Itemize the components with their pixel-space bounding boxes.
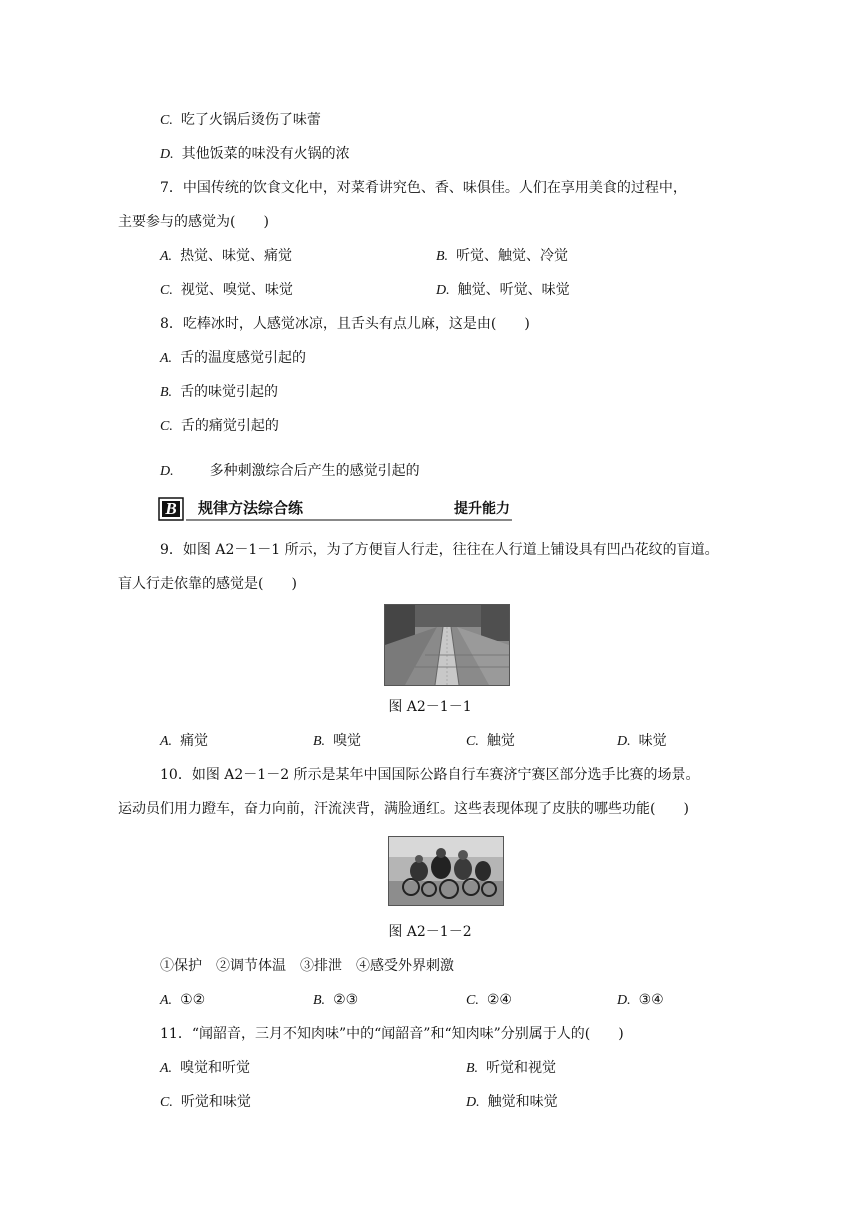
figure-cycling-race-photo (388, 836, 504, 906)
q7-option-c: C. 视觉、嗅觉、味觉 (160, 282, 293, 298)
q10-items: ①保护 ②调节体温 ③排泄 ④感受外界刺激 (160, 958, 454, 974)
q10-option-d: D. ③④ (617, 992, 664, 1008)
q8-option-b: B. 舌的味觉引起的 (160, 384, 279, 400)
q9-stem-line2: 盲人行走依靠的感觉是( ) (118, 576, 297, 592)
q11-option-b: B. 听觉和视觉 (466, 1060, 557, 1076)
q6-option-d: D. 其他饭菜的味没有火锅的浓 (160, 146, 350, 162)
q10-stem-line2: 运动员们用力蹬车，奋力向前，汗流浃背，满脸通红。这些表现体现了皮肤的哪些功能( ) (118, 801, 689, 817)
q9-option-d: D. 味觉 (617, 733, 667, 749)
q10-stem-line1: 10．如图 A2－1－2 所示是某年中国国际公路自行车赛济宁赛区部分选手比赛的场景。 (160, 767, 700, 783)
q8-stem: 8．吃棒冰时，人感觉冰凉，且舌头有点儿麻，这是由( ) (160, 316, 530, 332)
q11-option-a: A. 嗅觉和听觉 (160, 1060, 251, 1076)
section-header (158, 496, 512, 522)
q11-option-d: D. 触觉和味觉 (466, 1094, 558, 1110)
q8-option-c: C. 舌的痛觉引起的 (160, 418, 279, 434)
q9-stem-line1: 9．如图 A2－1－1 所示，为了方便盲人行走，往往在人行道上铺设具有凹凸花纹的盲道。 (160, 542, 719, 558)
q7-option-d: D. 触觉、听觉、味觉 (436, 282, 570, 298)
figure-caption-a2-1-1: 图 A2－1－1 (388, 699, 472, 715)
q7-stem-line1: 7．中国传统的饮食文化中，对菜肴讲究色、香、味俱佳。人们在享用美食的过程中， (160, 180, 687, 196)
q9-option-c: C. 触觉 (466, 733, 515, 749)
q7-option-a: A. 热觉、味觉、痛觉 (160, 248, 293, 264)
q8-option-a: A. 舌的温度感觉引起的 (160, 350, 307, 366)
q9-option-b: B. 嗅觉 (313, 733, 362, 749)
section-badge-letter: B (165, 499, 177, 518)
q10-option-c: C. ②④ (466, 992, 512, 1008)
q8-option-d: D. 多种刺激综合后产生的感觉引起的 (160, 463, 420, 479)
figure-tactile-paving-photo (384, 604, 510, 686)
q7-option-b: B. 听觉、触觉、冷觉 (436, 248, 569, 264)
q7-stem-line2: 主要参与的感觉为( ) (118, 214, 269, 230)
q6-option-c: C. 吃了火锅后烫伤了味蕾 (160, 112, 321, 128)
q10-option-a: A. ①② (160, 992, 206, 1008)
q9-option-a: A. 痛觉 (160, 733, 209, 749)
q10-option-b: B. ②③ (313, 992, 359, 1008)
section-right-label: 提升能力 (454, 501, 510, 517)
q11-stem: 11．“闻韶音，三月不知肉味”中的“闻韶音”和“知肉味”分别属于人的( ) (160, 1026, 624, 1042)
figure-caption-a2-1-2: 图 A2－1－2 (388, 924, 472, 940)
q11-option-c: C. 听觉和味觉 (160, 1094, 251, 1110)
section-title: 规律方法综合练 (198, 499, 304, 517)
